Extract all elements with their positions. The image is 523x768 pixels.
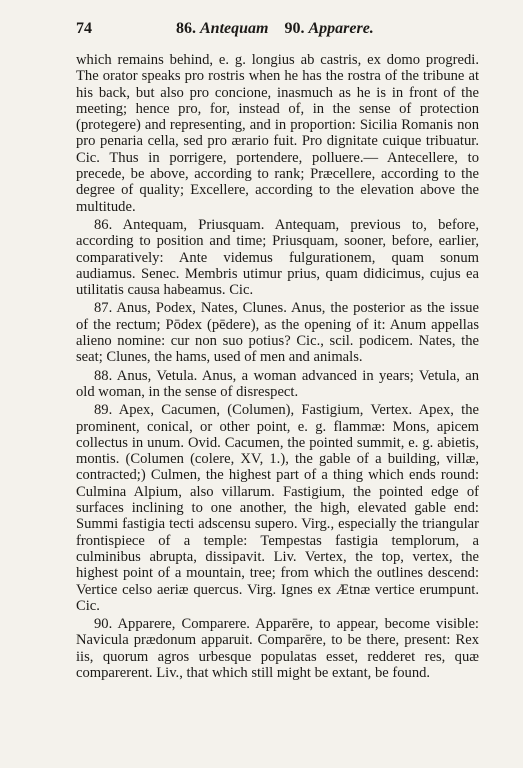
section-left-title: Antequam bbox=[200, 20, 269, 37]
paragraph-88: 88. Anus, Vetula. Anus, a woman advanced in years; Vetula, an old woman, in the sense of disrespect. bbox=[76, 367, 479, 400]
section-right-number: 90. bbox=[284, 20, 305, 37]
page-body bbox=[76, 52, 479, 681]
running-head-title bbox=[176, 20, 374, 38]
paragraph-86: 86. Antequam, Priusquam. Antequam, previous to, before, according to position and time; Priusquam, sooner, before, earlier, comparatively: Ante videmus fulgurationem, quam sonum audiamus. Senec. Membris utimur prius, quam didicimus, cujus ea utilitatis causa habeamus. Cic. bbox=[76, 216, 479, 299]
section-left-number: 86. bbox=[176, 20, 196, 37]
paragraph-87: 87. Anus, Podex, Nates, Clunes. Anus, the posterior as the issue of the rectum; Pōdex (pēdere), as the opening of it: Anum appellas alieno nomine: cur non suo potius? Cic., scil. podicem. Nates, the seat; Clunes, the hams, used of men and animals. bbox=[76, 300, 479, 366]
paragraph-89: 89. Apex, Cacumen, (Columen), Fastigium, Vertex. Apex, the prominent, conical, or other point, e. g. flammæ: Mons, apicem collectus in unum. Ovid. Cacumen, the pointed summit, e. g. abietis, montis. (Columen (colere, XV, 1.), the gable of a building, villæ, contracted;) Culmen, the highest part of a thing which ends round: Culmina Alpium, also villarum. Fastigium, the pointed edge of surfaces inclining to one another, the high, elevated gable end: Summi fastigia tecti adscensu supero. Virg., especially the triangular frontispiece of a temple: Tempestas fastigia templorum, a culminibus abrupta, dissipavit. Liv. Vertex, the top, vertex, the highest point of a mountain, tree; from which the outlines descend: Vertice celso aeriæ quercus. Virg. Ignes ex Ætnæ vertice erumpunt. Cic. bbox=[76, 402, 479, 614]
running-header bbox=[76, 20, 479, 42]
section-right-title: Apparere. bbox=[308, 20, 374, 37]
paragraph-90: 90. Apparere, Comparere. Apparēre, to appear, become visible: Navicula prædonum apparuit. Comparēre, to be there, present: Rex iis, quorum agros urbesque populatas esset, redderet res, quæ comparerent. Liv., that which still might be extant, be found. bbox=[76, 616, 479, 681]
page-number: 74 bbox=[76, 20, 92, 37]
paragraph-continued: which remains behind, e. g. longius ab castris, ex domo progredi. The orator speaks pro rostris when he has the rostra of the tribune at his back, but also pro concione, inasmuch as he is in front of the meeting; hence pro, for, instead of, in the sense of protection (protegere) and representing, and in proportion: Sicilia Romanis non pro penaria cella, sed pro ærario fuit. Pro dignitate cuique tribuatur. Cic. Thus in porrigere, portendere, polluere.— Antecellere, to precede, be above, according to rank; Præcellere, according to the degree of quality; Excellere, according to the elevation above the multitude. bbox=[76, 52, 479, 215]
